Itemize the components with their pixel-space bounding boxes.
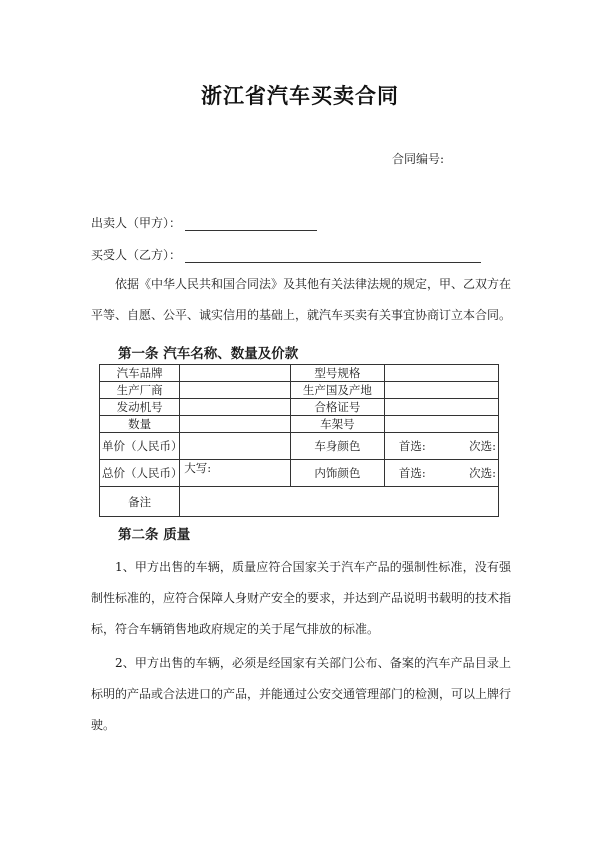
document-title: 浙江省汽车买卖合同 — [201, 84, 399, 108]
table-row — [100, 487, 499, 517]
buyer-label: 买受人（乙方）： — [91, 248, 182, 262]
body-color-choice-cell — [384, 433, 498, 460]
unit-price-value-cell — [180, 433, 291, 460]
brand-label: 汽车品牌 — [100, 365, 180, 382]
table-row — [100, 433, 499, 460]
cert-no-label: 合格证号 — [290, 399, 384, 416]
model-label: 型号规格 — [290, 365, 384, 382]
manufacturer-value-cell — [180, 382, 291, 399]
first-choice-label: 首选: — [398, 466, 426, 480]
origin-label: 生产国及产地 — [290, 382, 384, 399]
remarks-label: 备注 — [100, 487, 180, 517]
model-value-cell — [384, 365, 498, 382]
seller-blank-line — [185, 218, 317, 231]
second-choice-label: 次选: — [469, 439, 496, 453]
manufacturer-label: 生产厂商 — [100, 382, 180, 399]
buyer-row — [91, 246, 481, 263]
interior-color-choice-cell — [384, 460, 498, 487]
interior-color-label: 内饰颜色 — [290, 460, 384, 487]
quality-clause-2: 2、甲方出售的车辆，必须是经国家有关部门公布、备案的汽车产品目录上标明的产品或合法进口的产品，并能通过公安交通管理部门的检测，可以上牌行驶。 — [91, 656, 512, 732]
table-row — [100, 460, 499, 487]
brand-value-cell — [180, 365, 291, 382]
total-price-label: 总价（人民币） — [100, 460, 180, 487]
frame-no-value-cell — [384, 416, 498, 433]
engine-no-value-cell — [180, 399, 291, 416]
second-choice-label: 次选: — [469, 466, 496, 480]
capital-amount-label: 大写: — [184, 461, 212, 475]
quantity-value-cell — [180, 416, 291, 433]
article1-heading: 第一条 汽车名称、数量及价款 — [118, 346, 299, 362]
seller-row — [91, 214, 317, 231]
seller-label: 出卖人（甲方）： — [91, 216, 182, 230]
table-row — [100, 382, 499, 399]
frame-no-label: 车架号 — [290, 416, 384, 433]
cert-no-value-cell — [384, 399, 498, 416]
quality-clause-1: 1、甲方出售的车辆，质量应符合国家关于汽车产品的强制性标准，没有强制性标准的，应符合保障人身财产安全的要求，并达到产品说明书载明的技术指标，符合车辆销售地政府规定的关于尾气排放的标准。 — [91, 560, 512, 636]
table-row — [100, 416, 499, 433]
body-color-label: 车身颜色 — [290, 433, 384, 460]
buyer-blank-line — [185, 250, 481, 263]
table-row — [100, 365, 499, 382]
vehicle-info-table — [99, 364, 499, 517]
first-choice-label: 首选: — [398, 439, 426, 453]
unit-price-label: 单价（人民币） — [100, 433, 180, 460]
contract-number-label: 合同编号: — [392, 152, 445, 166]
origin-value-cell — [384, 382, 498, 399]
total-price-value-cell — [180, 460, 291, 487]
intro-paragraph: 依据《中华人民共和国合同法》及其他有关法律法规的规定，甲、乙双方在平等、自愿、公平、诚实信用的基础上，就汽车买卖有关事宜协商订立本合同。 — [91, 277, 512, 322]
quantity-label: 数量 — [100, 416, 180, 433]
remarks-value-cell — [180, 487, 499, 517]
engine-no-label: 发动机号 — [100, 399, 180, 416]
article2-heading: 第二条 质量 — [118, 527, 191, 543]
table-row — [100, 399, 499, 416]
